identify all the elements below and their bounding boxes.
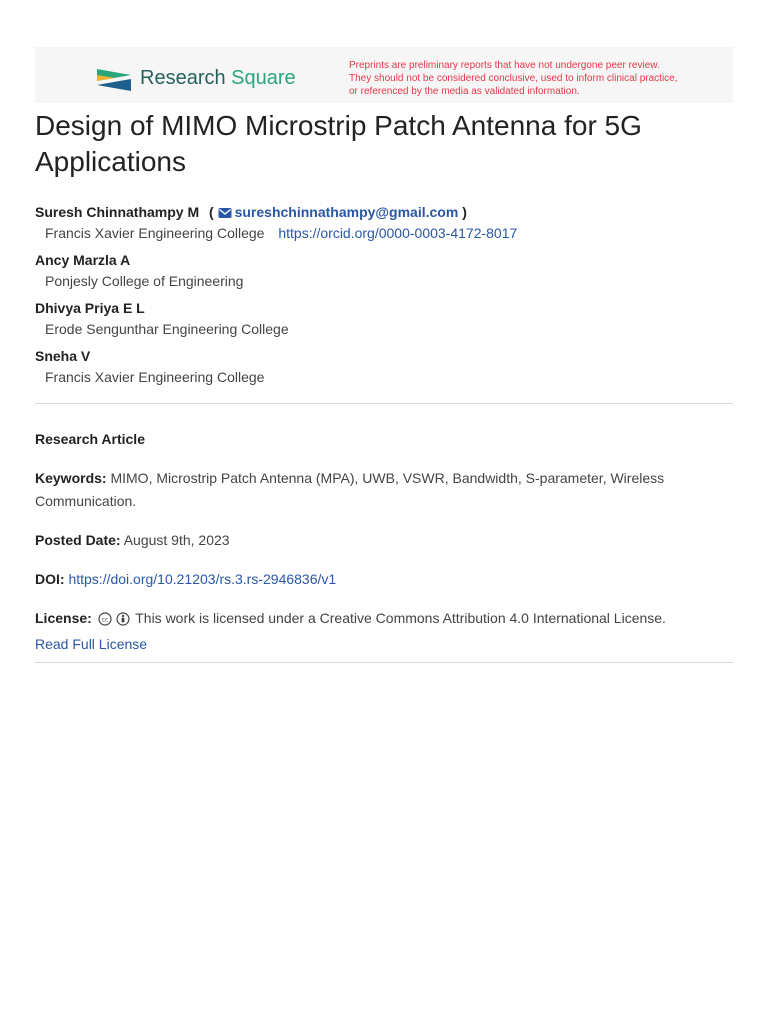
author-entry xyxy=(35,202,733,244)
article-type-row xyxy=(35,428,725,451)
author-name: Ancy Marzla A xyxy=(35,252,131,268)
research-square-logo-icon xyxy=(95,65,133,95)
read-full-license-link[interactable]: Read Full License xyxy=(35,636,148,652)
author-affiliation: Francis Xavier Engineering College xyxy=(45,369,265,385)
research-square-logo[interactable] xyxy=(140,67,296,90)
posted-date-label: Posted Date: xyxy=(35,532,121,548)
disclaimer-line: They should not be considered conclusive, used to inform clinical practice, xyxy=(349,73,678,84)
cc-icon xyxy=(98,612,112,626)
keywords-label: Keywords: xyxy=(35,470,107,486)
author-entry xyxy=(35,346,733,388)
license-text: This work is licensed under a Creative Commons Attribution 4.0 International License. xyxy=(135,610,666,626)
author-list xyxy=(35,202,733,394)
author-affiliation: Erode Sengunthar Engineering College xyxy=(45,321,289,337)
divider xyxy=(35,662,733,663)
divider xyxy=(35,403,733,404)
author-name-row xyxy=(35,202,733,222)
keywords-row xyxy=(35,467,725,513)
affiliation-row xyxy=(35,222,733,244)
disclaimer-line: Preprints are preliminary reports that have not undergone peer review. xyxy=(349,60,660,71)
license-label: License: xyxy=(35,610,92,626)
doi-row xyxy=(35,568,725,591)
preprint-disclaimer xyxy=(349,59,729,98)
author-entry xyxy=(35,250,733,292)
logo-word-research: Research xyxy=(140,67,226,89)
svg-text:cc: cc xyxy=(101,616,109,624)
author-affiliation: Ponjesly College of Engineering xyxy=(45,273,244,289)
paper-title: Design of MIMO Microstrip Patch Antenna for 5G Applications xyxy=(35,110,642,177)
author-name: Dhivya Priya E L xyxy=(35,300,145,316)
keywords-value: MIMO, Microstrip Patch Antenna (MPA), UWB, VSWR, Bandwidth, S-parameter, Wireless Communication. xyxy=(35,470,665,509)
author-name: Sneha V xyxy=(35,348,91,364)
author-name: Suresh Chinnathampy M xyxy=(35,204,200,220)
disclaimer-line: or referenced by the media as validated information. xyxy=(349,86,580,97)
author-affiliation: Francis Xavier Engineering College xyxy=(45,225,265,241)
by-icon xyxy=(116,612,130,626)
article-type: Research Article xyxy=(35,431,145,447)
license-row xyxy=(35,607,725,656)
posted-date-value: August 9th, 2023 xyxy=(123,532,230,548)
author-email-wrap: ( sureshchinnathampy@gmail.com ) xyxy=(209,204,467,220)
envelope-icon xyxy=(218,207,232,219)
doi-link[interactable]: https://doi.org/10.21203/rs.3.rs-2946836/v1 xyxy=(68,571,337,587)
author-email-link[interactable]: sureshchinnathampy@gmail.com xyxy=(234,204,459,220)
license-icons xyxy=(98,610,130,633)
logo-word-square: Square xyxy=(231,67,296,89)
article-metadata xyxy=(35,428,725,672)
author-entry xyxy=(35,298,733,340)
preprint-banner xyxy=(35,47,733,103)
orcid-link[interactable]: https://orcid.org/0000-0003-4172-8017 xyxy=(278,225,518,241)
doi-label: DOI: xyxy=(35,571,65,587)
posted-date-row xyxy=(35,529,725,552)
